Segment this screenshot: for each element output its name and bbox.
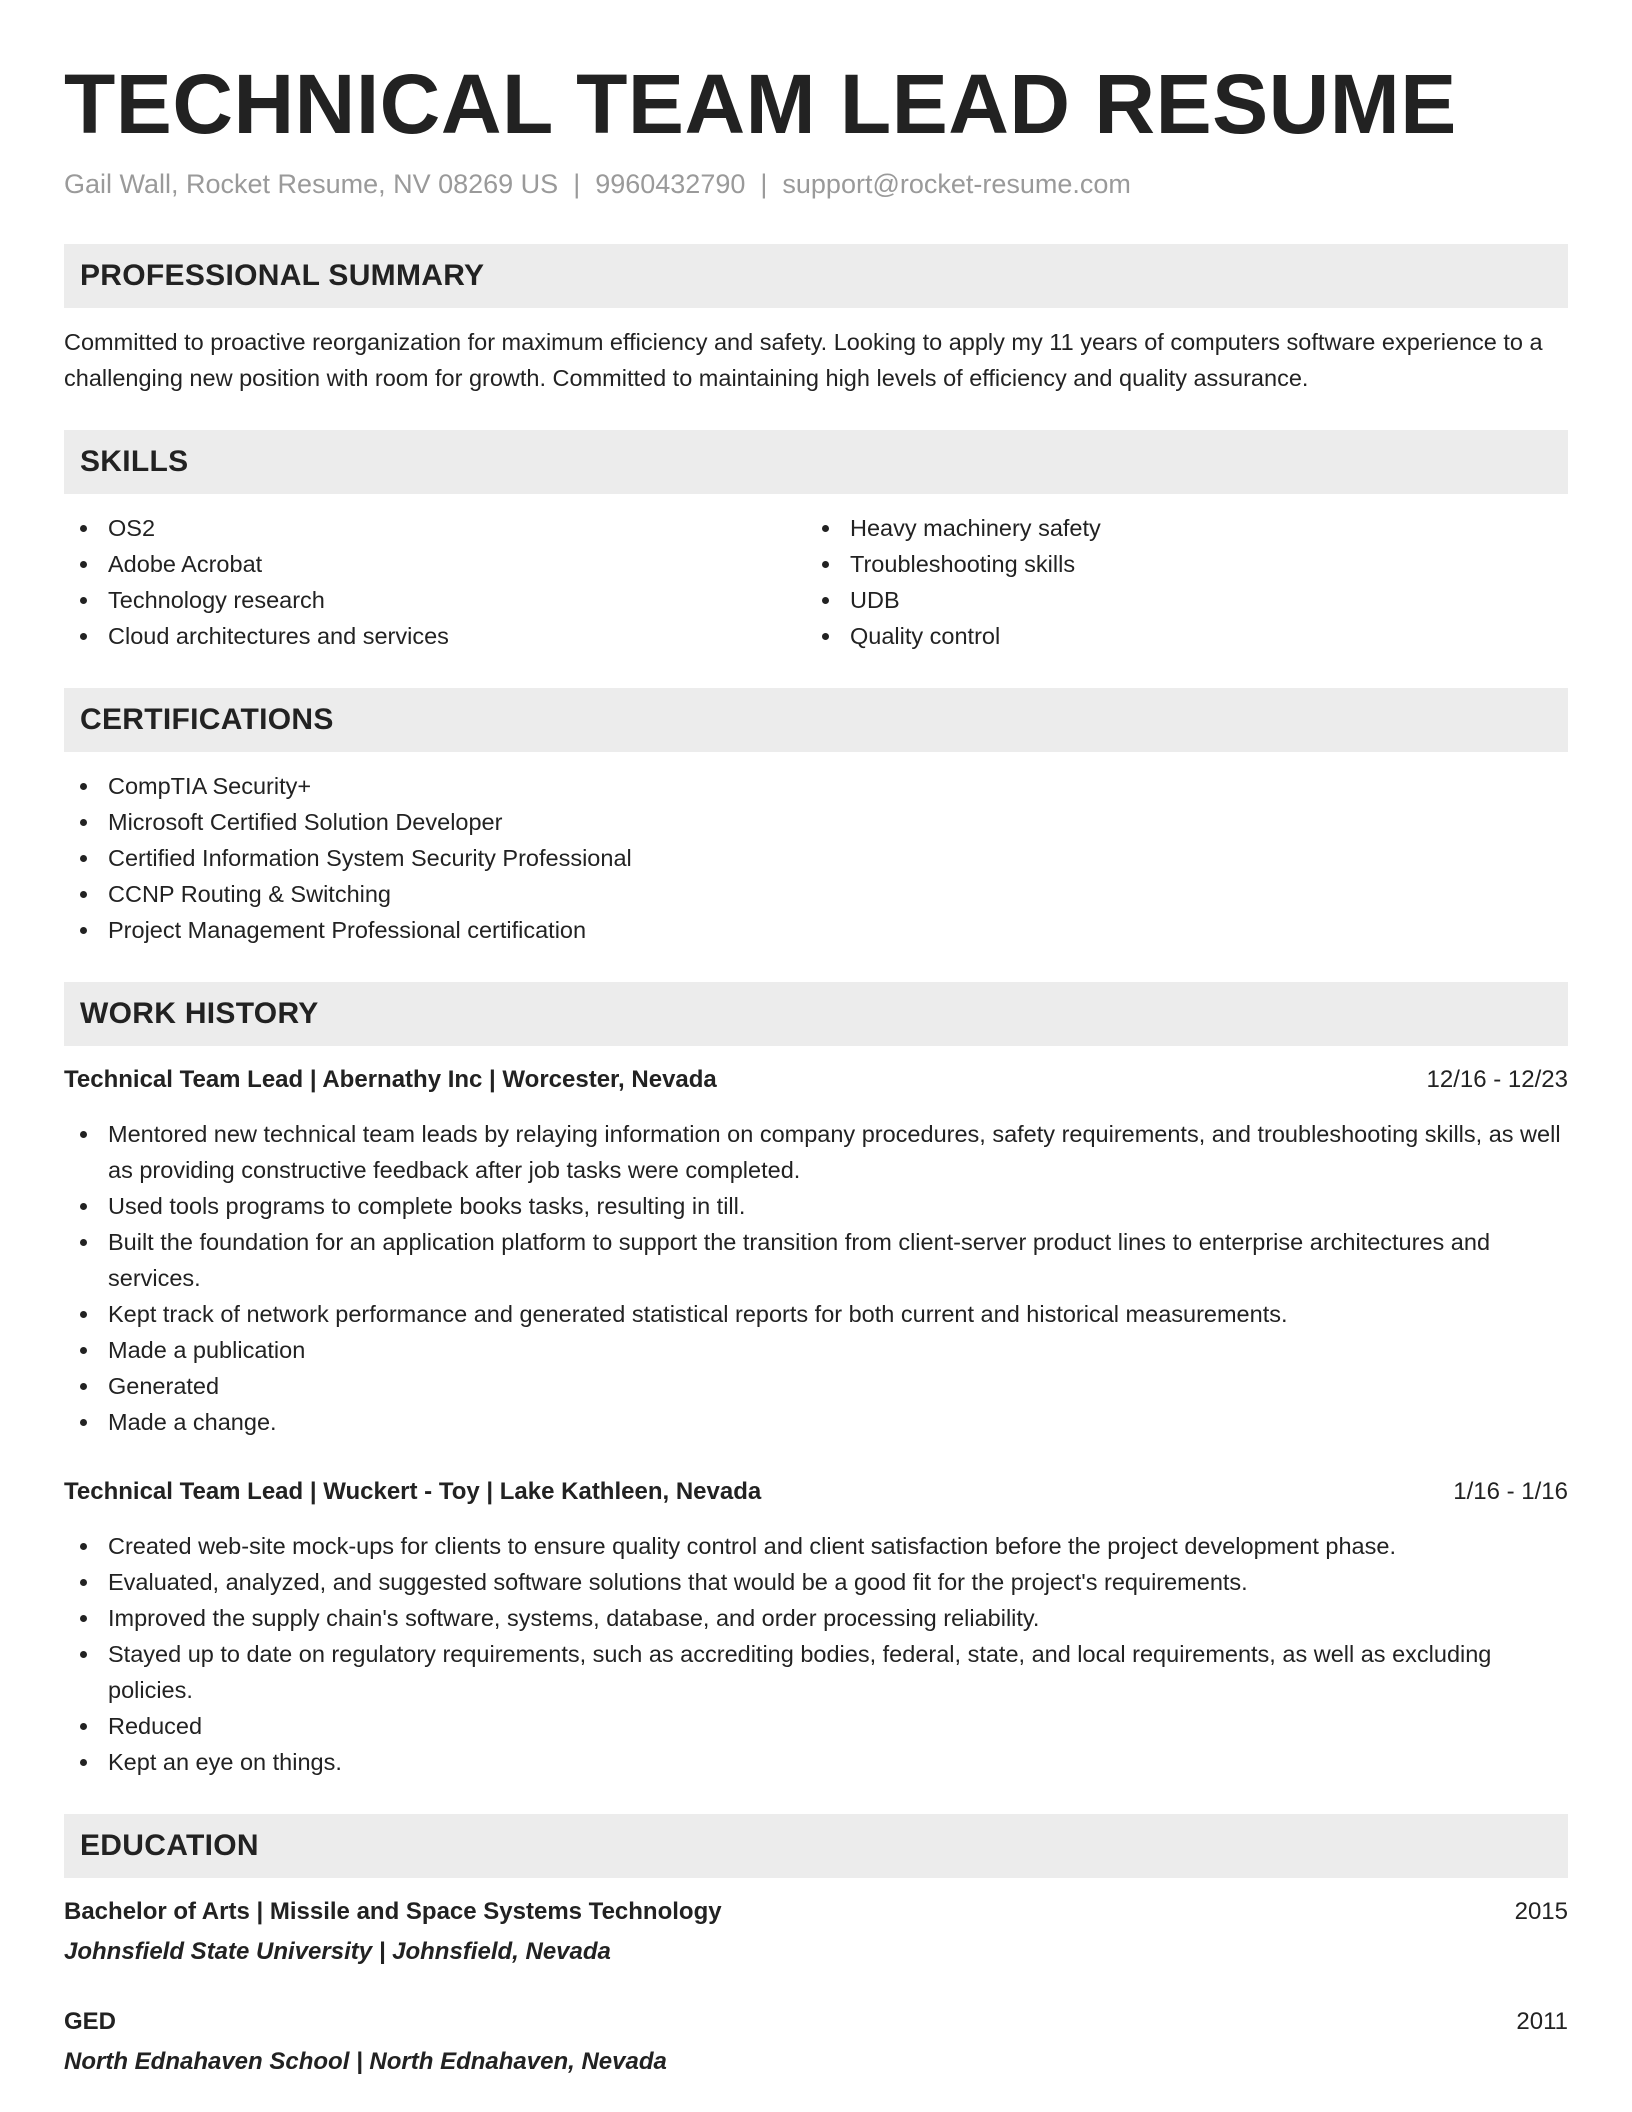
job-entry — [64, 1062, 1568, 1440]
work-history-section — [64, 982, 1568, 1780]
list-item: Reduced — [64, 1708, 1568, 1744]
education-degree: GED — [64, 2008, 117, 2035]
skills-grid — [64, 510, 1568, 654]
list-item: CompTIA Security+ — [64, 768, 1568, 804]
skills-heading: SKILLS — [64, 430, 1568, 494]
list-item: Made a change. — [64, 1404, 1568, 1440]
list-item: Built the foundation for an application platform to support the transition from client-server product lines to enterprise architectures and services. — [64, 1224, 1568, 1296]
education-entry — [64, 1894, 1568, 1970]
list-item: Made a publication — [64, 1332, 1568, 1368]
education-container — [64, 1894, 1568, 2080]
education-section — [64, 1814, 1568, 2080]
contact-separator: | — [573, 169, 581, 199]
contact-phone: 9960432790 — [595, 169, 746, 199]
summary-heading: PROFESSIONAL SUMMARY — [64, 244, 1568, 308]
job-bullets — [64, 1116, 1568, 1440]
education-school: North Ednahaven School | North Ednahaven, Nevada — [64, 2048, 667, 2075]
list-item: Used tools programs to complete books tasks, resulting in till. — [64, 1188, 1568, 1224]
jobs-container — [64, 1062, 1568, 1780]
job-title: Technical Team Lead | Wuckert - Toy | Lake Kathleen, Nevada — [64, 1478, 762, 1505]
list-item: Improved the supply chain's software, systems, database, and order processing reliability. — [64, 1600, 1568, 1636]
job-entry — [64, 1474, 1568, 1780]
list-item: Microsoft Certified Solution Developer — [64, 804, 1568, 840]
job-header — [64, 1062, 1568, 1098]
list-item: Troubleshooting skills — [806, 546, 1548, 582]
list-item: Stayed up to date on regulatory requirements, such as accrediting bodies, federal, state, and local requirements, as well as excluding policies. — [64, 1636, 1568, 1708]
list-item: Kept an eye on things. — [64, 1744, 1568, 1780]
list-item: CCNP Routing & Switching — [64, 876, 1568, 912]
list-item: UDB — [806, 582, 1548, 618]
job-dates: 1/16 - 1/16 — [1453, 1478, 1568, 1505]
education-year: 2011 — [1516, 2008, 1568, 2035]
list-item: Project Management Professional certification — [64, 912, 1568, 948]
list-item: Evaluated, analyzed, and suggested software solutions that would be a good fit for the project's requirements. — [64, 1564, 1568, 1600]
education-header — [64, 2004, 1568, 2040]
list-item: Heavy machinery safety — [806, 510, 1548, 546]
skills-section — [64, 430, 1568, 654]
resume-title: TECHNICAL TEAM LEAD RESUME — [64, 57, 1457, 151]
contact-email: support@rocket-resume.com — [782, 169, 1131, 199]
list-item: Quality control — [806, 618, 1548, 654]
skills-right-list — [806, 510, 1548, 654]
skills-left-list — [64, 510, 806, 654]
list-item: OS2 — [64, 510, 806, 546]
job-dates: 12/16 - 12/23 — [1426, 1066, 1568, 1093]
education-entry — [64, 2004, 1568, 2080]
list-item: Certified Information System Security Professional — [64, 840, 1568, 876]
list-item: Adobe Acrobat — [64, 546, 806, 582]
resume-page — [64, 0, 1568, 2080]
certifications-section — [64, 688, 1568, 948]
education-school: Johnsfield State University | Johnsfield, Nevada — [64, 1938, 611, 1965]
job-title: Technical Team Lead | Abernathy Inc | Worcester, Nevada — [64, 1066, 717, 1093]
list-item: Kept track of network performance and generated statistical reports for both current and historical measurements. — [64, 1296, 1568, 1332]
list-item: Mentored new technical team leads by relaying information on company procedures, safety requirements, and troubleshooting skills, as well as providing constructive feedback after job tasks were completed. — [64, 1116, 1568, 1188]
summary-section — [64, 244, 1568, 396]
job-bullets — [64, 1528, 1568, 1780]
list-item: Technology research — [64, 582, 806, 618]
certifications-heading: CERTIFICATIONS — [64, 688, 1568, 752]
contact-address: Gail Wall, Rocket Resume, NV 08269 US — [64, 169, 559, 199]
list-item: Created web-site mock-ups for clients to ensure quality control and client satisfaction before the project development phase. — [64, 1528, 1568, 1564]
education-degree: Bachelor of Arts | Missile and Space Systems Technology — [64, 1898, 722, 1925]
education-header — [64, 1894, 1568, 1930]
job-header — [64, 1474, 1568, 1510]
certifications-list — [64, 768, 1568, 948]
education-year: 2015 — [1514, 1898, 1568, 1925]
list-item: Cloud architectures and services — [64, 618, 806, 654]
education-heading: EDUCATION — [64, 1814, 1568, 1878]
contact-line — [64, 166, 1568, 202]
work-history-heading: WORK HISTORY — [64, 982, 1568, 1046]
contact-separator: | — [760, 169, 768, 199]
summary-text: Committed to proactive reorganization for maximum efficiency and safety. Looking to apply my 11 years of computers software experience to a challenging new position with room for growth. Committed to maintaining high levels of efficiency and quality assurance. — [64, 329, 1543, 391]
list-item: Generated — [64, 1368, 1568, 1404]
